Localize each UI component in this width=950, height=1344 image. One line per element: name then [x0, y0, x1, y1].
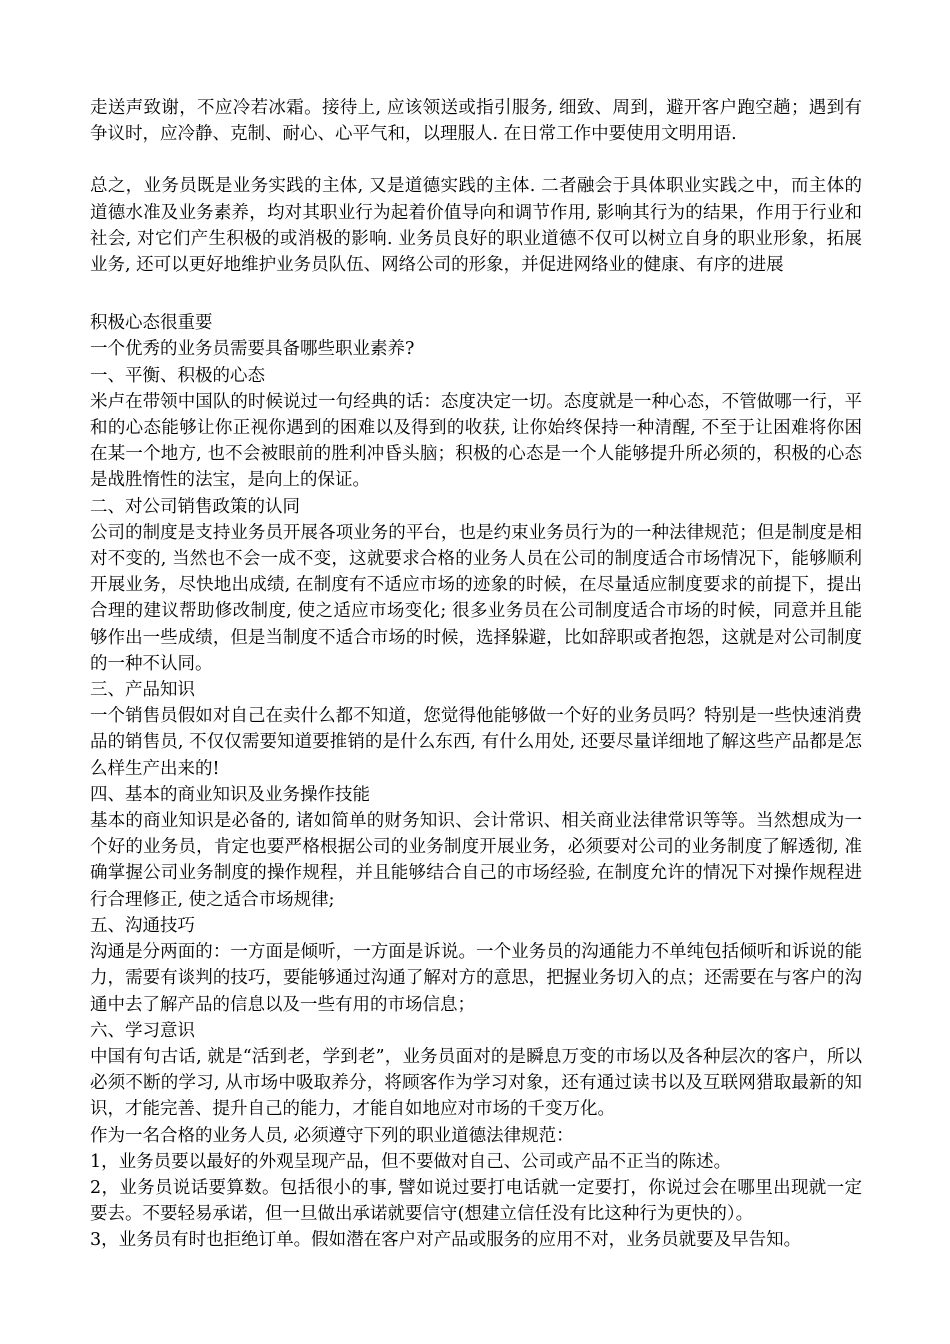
- document-page: [90, 95, 862, 1254]
- item-heading-1: 一、平衡、积极的心态: [90, 365, 265, 386]
- item-body-1: 米卢在带领中国队的时候说过一句经典的话：态度决定一切。态度就是一种心态，不管做哪一行，平和的心态能够让你正视你遇到的困难以及得到的收获, 让你始终保持一种清醒, 不至于让困难将你困在某一个地方, 也不会被眼前的胜利冲昏头脑；积极的心态是一个人能够提升所必须的，积极的心态是战胜惰性的法宝，是向上的保证。: [90, 391, 862, 491]
- rule-3: 3，业务员有时也拒绝订单。假如潜在客户对产品或服务的应用不对，业务员就要及早告知。: [90, 1230, 802, 1251]
- item-body-6: 中国有句古话, 就是“活到老，学到老”，业务员面对的是瞬息万变的市场以及各种层次的客户，所以必须不断的学习, 从市场中吸取养分，将顾客作为学习对象，还有通过读书以及互联网猎取最新的知识，才能完善、提升自己的能力，才能自如地应对市场的千变万化。: [90, 1046, 862, 1120]
- item-body-3: 一个销售员假如对自己在卖什么都不知道，您觉得他能够做一个好的业务员吗？特别是一些快速消费品的销售员, 不仅仅需要知道要推销的是什么东西, 有什么用处, 还要尽量详细地了解这些产品都是怎么样生产出来的!: [90, 706, 862, 779]
- item-heading-6: 六、学习意识: [90, 1020, 195, 1041]
- item-body-2: 公司的制度是支持业务员开展各项业务的平台，也是约束业务员行为的一种法律规范；但是制度是相对不变的, 当然也不会一成不变，这就要求合格的业务人员在公司的制度适合市场情况下，能够顺利开展业务，尽快地出成绩, 在制度有不适应市场的迹象的时候，在尽量适应制度要求的前提下，提出合理的建议帮助修改制度, 使之适应市场变化; 很多业务员在公司制度适合市场的时候，同意并且能够作出一些成绩，但是当制度不适合市场的时候，选择躲避，比如辞职或者抱怨，这就是对公司制度的一种不认同。: [90, 522, 862, 674]
- paragraph-reception-etiquette: 走送声致谢，不应冷若冰霜。接待上, 应该领送或指引服务, 细致、周到，避开客户跑空趟；遇到有争议时，应冷静、克制、耐心、心平气和，以理服人. 在日常工作中要使用文明用语.: [90, 98, 862, 145]
- item-heading-3: 三、产品知识: [90, 680, 195, 701]
- rule-1: 1，业务员要以最好的外观呈现产品，但不要做对自己、公司或产品不正当的陈述。: [90, 1151, 732, 1172]
- paragraph-spacer: [90, 147, 862, 173]
- item-body-4: 基本的商业知识是必备的, 诸如简单的财务知识、会计常识、相关商业法律常识等等。当然想成为一个好的业务员，肯定也要严格根据公司的业务制度开展业务，必须要对公司的业务制度了解透彻, 准确掌握公司业务制度的操作规程，并且能够结合自己的市场经验, 在制度允许的情况下对操作规程进行合理修正, 使之适合市场规律;: [90, 811, 862, 910]
- code-of-conduct-intro: 作为一名合格的业务人员, 必须遵守下列的职业道德法律规范：: [90, 1125, 574, 1146]
- paragraph-conclusion: 总之，业务员既是业务实践的主体, 又是道德实践的主体. 二者融会于具体职业实践之中，而主体的道德水准及业务素养，均对其职业行为起着价值导向和调节作用, 影响其行为的结果，作用于行业和社会, 对它们产生积极的或消极的影响. 业务员良好的职业道德不仅可以树立自身的职业形象，拓展业务, 还可以更好地维护业务员队伍、网络公司的形象，并促进网络业的健康、有序的进展: [90, 176, 862, 276]
- item-heading-5: 五、沟通技巧: [90, 915, 195, 936]
- item-heading-2: 二、对公司销售政策的认同: [90, 496, 300, 517]
- section-heading-positive-attitude: 积极心态很重要: [90, 313, 213, 334]
- rule-2: 2，业务员说话要算数。包括很小的事, 譬如说过要打电话就一定要打，你说过会在哪里出现就一定要去。不要轻易承诺，但一旦做出承诺就要信守(想建立信任没有比这种行为更快的）。: [90, 1177, 862, 1225]
- item-heading-4: 四、基本的商业知识及业务操作技能: [90, 784, 370, 805]
- item-body-5: 沟通是分两面的：一方面是倾听，一方面是诉说。一个业务员的沟通能力不单纯包括倾听和诉说的能力，需要有谈判的技巧，要能够通过沟通了解对方的意思，把握业务切入的点；还需要在与客户的沟通中去了解产品的信息以及一些有用的市场信息；: [90, 942, 862, 1015]
- question-heading: 一个优秀的业务员需要具备哪些职业素养?: [90, 339, 415, 360]
- paragraph-spacer: [90, 278, 862, 310]
